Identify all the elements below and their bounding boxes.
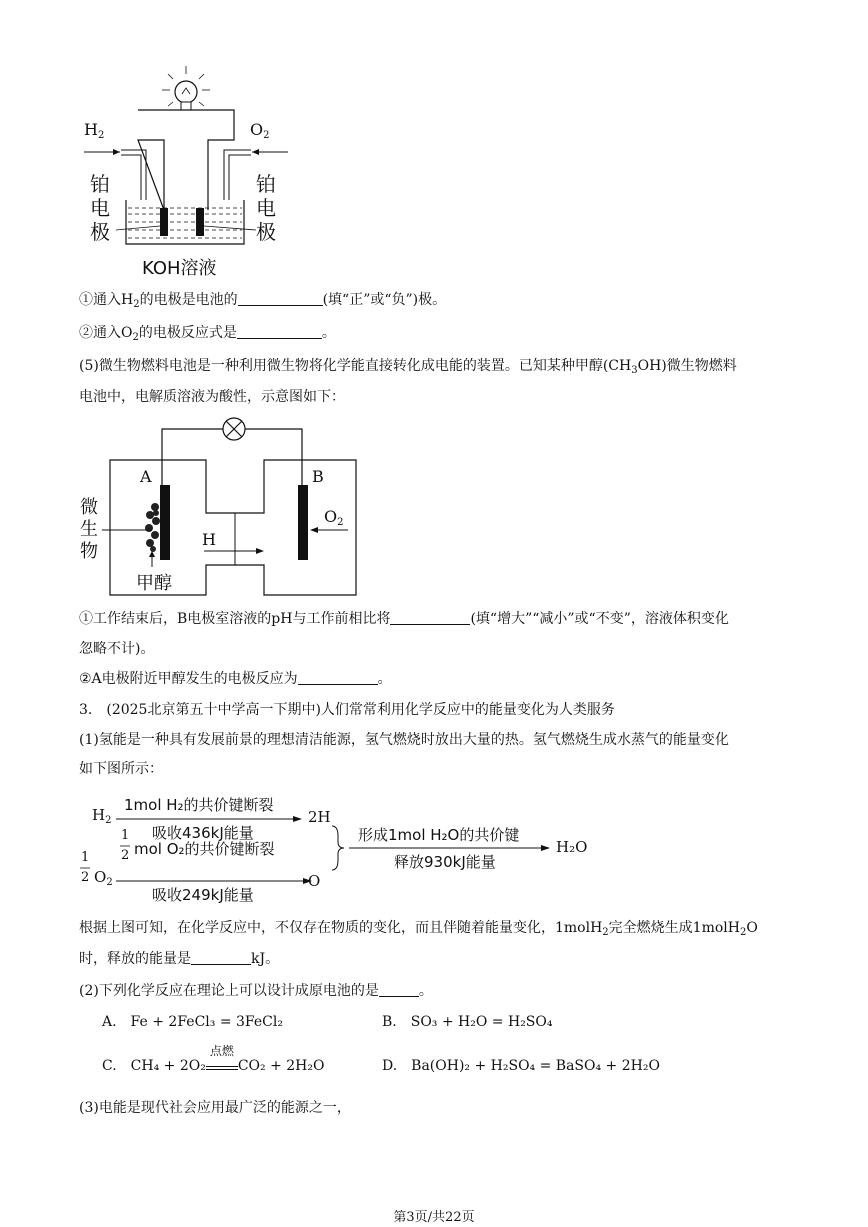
right-arrow-text: 形成1mol H₂O的共价键 (358, 826, 520, 844)
answer-blank[interactable] (238, 291, 323, 306)
q3-p1-line2: 如下图所示： (79, 761, 163, 777)
o-atom: O (308, 872, 321, 890)
page-footer: 第3页/共22页 (393, 1210, 475, 1225)
q3-p1-line3: 根据上图可知，在化学反应中，不仅存在物质的变化，而且伴随着能量变化，1molH$_2$完全燃烧生成1molH$_2$O (79, 920, 758, 938)
option-c[interactable]: C. CH₄ + 2O₂ 点燃 CO₂ + 2H₂O (102, 1044, 325, 1074)
q5-item1-cont: 忽略不计)。 (79, 641, 155, 657)
q5-item2: ②A电极附近甲醇发生的电极反应为 。 (79, 671, 392, 687)
top-arrow-below: 吸收436kJ能量 (152, 824, 254, 842)
o2-label: O (250, 120, 264, 139)
q5-line1: (5)微生物燃料电池是一种利用微生物将化学能直接转化成电能的装置。已知某种甲醇$(CH_3OH)$微生物燃料 (79, 358, 737, 376)
q4-item1: ①通入$H_2$的电极是电池的 (填“正”或“负”)极。 (79, 292, 447, 310)
option-b[interactable]: B. SO₃ + H₂O = H₂SO₄ (382, 1014, 553, 1030)
koh-solution-label: KOH溶液 (142, 258, 217, 279)
top-arrow-text: 1mol H₂的共价键断裂 (124, 796, 274, 814)
answer-blank[interactable] (298, 670, 378, 685)
microbial-fuel-cell-diagram (76, 415, 366, 600)
microbe-label: 微 生 物 (80, 497, 98, 562)
fuel-cell-diagram: $H_2$ $O_2$ 铂 电 极 铂 电 极 KOH溶液 (76, 62, 296, 280)
bottom-arrow-below: 吸收249kJ能量 (152, 886, 254, 904)
answer-blank[interactable] (390, 610, 470, 625)
q3-p2: (2)下列化学反应在理论上可以设计成原电池的是 。 (79, 983, 433, 999)
h2-label: H (84, 120, 98, 139)
q3-p1-line4: 时，释放的能量是 kJ。 (79, 951, 280, 967)
q3-header: 3. (2025北京第五十中学高一下期中)人们常常利用化学反应中的能量变化为人类服务 (79, 702, 615, 718)
answer-blank[interactable] (379, 982, 419, 997)
electrode-b-label: B (312, 467, 324, 486)
right-arrow-below: 释放930kJ能量 (394, 853, 496, 871)
left-electrode-label: 铂 电 极 (90, 172, 110, 244)
q3-p3: (3)电能是现代社会应用最广泛的能源之一， (79, 1100, 351, 1116)
o2-label: $O_2$ (324, 507, 344, 528)
q3-p1-line1: (1)氢能是一种具有发展前景的理想清洁能源，氢气燃烧时放出大量的热。氢气燃烧生成水蒸气的能量变化 (79, 732, 729, 748)
o2-reactant: $O_2$ (94, 868, 113, 888)
right-electrode-label: 铂 电 极 (256, 172, 276, 244)
h-ion-label: H (202, 530, 216, 549)
option-a[interactable]: A. Fe + 2FeCl₃ = 3FeCl₂ (102, 1014, 283, 1030)
q5-item1: ①工作结束后，B电极室溶液的pH与工作前相比将 (填“增大”“减小”或“不变”，溶液体积变化 (79, 611, 729, 627)
lamp-icon (223, 418, 245, 440)
methanol-label: 甲醇 (136, 573, 172, 594)
q5-line2: 电池中，电解质溶液为酸性，示意图如下： (79, 389, 345, 405)
q4-item2: ②通入$O_2$的电极反应式是 。 (79, 325, 336, 343)
light-bulb-icon (162, 66, 210, 110)
answer-blank[interactable] (191, 950, 251, 965)
h2o-product: H₂O (556, 838, 588, 856)
two-h-atoms: 2H (308, 808, 331, 826)
electrode-a-label: A (140, 467, 152, 486)
energy-change-diagram: $H_2$ 1mol H₂的共价键断裂 吸收436kJ能量 2H 1 2 $O_2$ 1 2 mol O₂的共价键断裂 吸收249kJ能量 O 形成1mol H₂O的共价键 释放930kJ能量 H₂O (81, 796, 588, 904)
option-d[interactable]: D. Ba(OH)₂ + H₂SO₄ = BaSO₄ + 2H₂O (382, 1058, 660, 1074)
answer-blank[interactable] (237, 324, 322, 339)
bottom-arrow-text: mol O₂的共价键断裂 (134, 840, 275, 858)
h2-reactant: $H_2$ (92, 806, 112, 826)
